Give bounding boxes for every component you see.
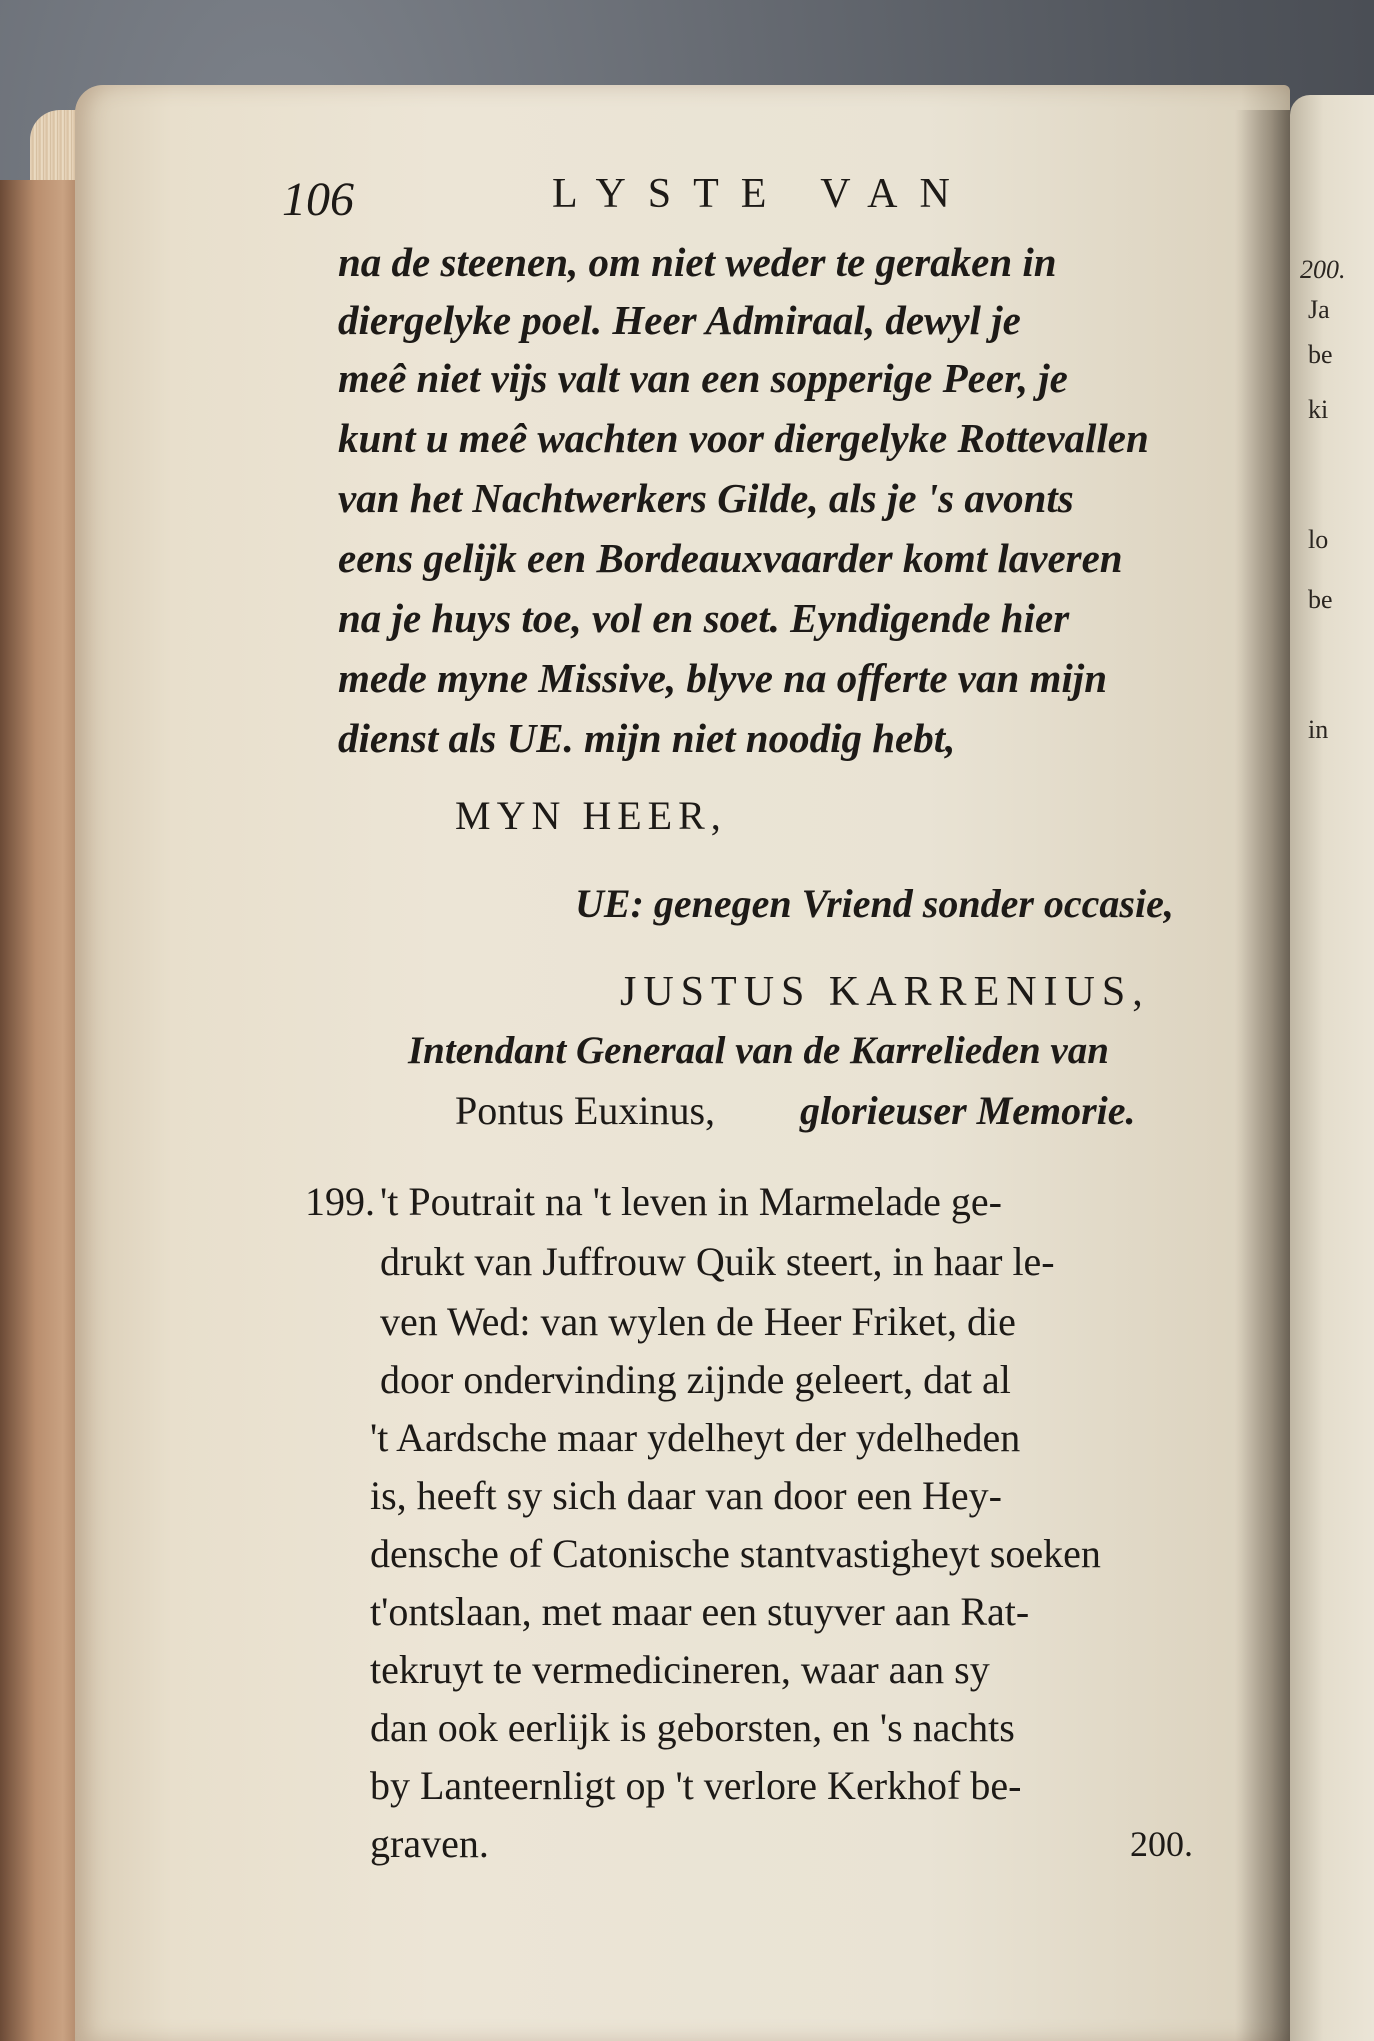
letter-line: eens gelijk een Bordeauxvaarder komt laveren [338, 535, 1123, 581]
letter-line: kunt u meê wachten voor diergelyke Rottevallen [338, 415, 1149, 461]
gutter-shadow [1235, 110, 1295, 2041]
entry-line: ven Wed: van wylen de Heer Friket, die [380, 1299, 1016, 1344]
catchword: 200. [1130, 1824, 1193, 1864]
entry-line: tekruyt te vermedicineren, waar aan sy [370, 1647, 990, 1692]
entry-line: 't Poutrait na 't leven in Marmelade ge- [380, 1179, 1002, 1224]
entry-line: by Lanteernligt op 't verlore Kerkhof be- [370, 1763, 1022, 1808]
letter-line: na je huys toe, vol en soet. Eyndigende hier [338, 595, 1070, 641]
signatory-title-italic: glorieuser Memorie. [800, 1088, 1136, 1133]
entry-line: drukt van Juffrouw Quik steert, in haar le- [380, 1239, 1055, 1284]
entry-line: t'ontslaan, met maar een stuyver aan Rat- [370, 1589, 1030, 1634]
entry-line: door ondervinding zijnde geleert, dat al [380, 1357, 1011, 1402]
page-number: 106 [282, 173, 354, 226]
right-page [1290, 95, 1374, 2041]
signature: JUSTUS KARRENIUS, [620, 969, 1150, 1015]
entry-number: 199. [305, 1179, 375, 1224]
letter-line: meê niet vijs valt van een sopperige Peer, je [338, 355, 1068, 401]
signatory-title: Intendant Generaal van de Karrelieden van [408, 1029, 1109, 1072]
entry-line: densche of Catonische stantvastigheyt soeken [370, 1531, 1101, 1576]
entry-line: dan ook eerlijk is geborsten, en 's nachts [370, 1705, 1015, 1750]
right-page-line: Ja [1308, 295, 1330, 324]
right-page-line: ki [1308, 395, 1329, 424]
right-page-line: be [1308, 585, 1333, 614]
entry-line: 't Aardsche maar ydelheyt der ydelheden [370, 1415, 1021, 1460]
right-page-line: lo [1308, 525, 1329, 554]
right-page-line: 200. [1300, 255, 1346, 284]
salutation: MYN HEER, [455, 793, 727, 838]
closing-line: UE: genegen Vriend sonder occasie, [575, 881, 1174, 926]
letter-line: dienst als UE. mijn niet noodig hebt, [338, 715, 956, 761]
letter-line: van het Nachtwerkers Gilde, als je 's avonts [338, 475, 1074, 521]
right-page-line: in [1308, 715, 1329, 744]
running-title: LYSTE VAN [552, 171, 972, 217]
letter-line: diergelyke poel. Heer Admiraal, dewyl je [338, 297, 1021, 343]
entry-line: is, heeft sy sich daar van door een Hey- [370, 1473, 1002, 1518]
letter-line: mede myne Missive, blyve na offerte van mijn [338, 655, 1107, 701]
letter-line: na de steenen, om niet weder te geraken in [338, 239, 1057, 285]
signatory-title-roman: Pontus Euxinus, [455, 1088, 716, 1133]
right-page-line: be [1308, 340, 1333, 369]
entry-line: graven. [370, 1821, 489, 1866]
